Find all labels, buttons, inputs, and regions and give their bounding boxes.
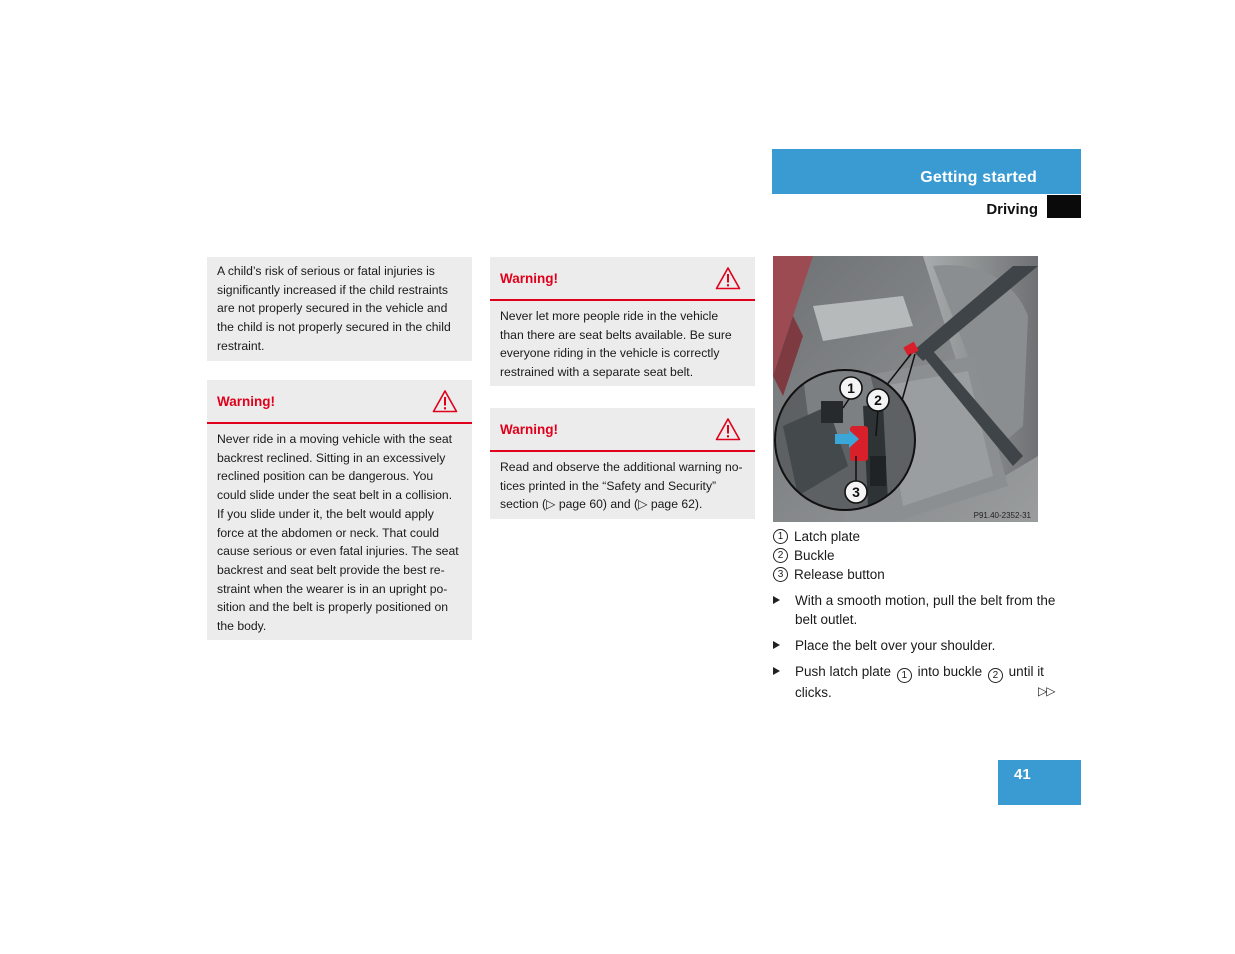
subsection-header <box>772 195 1081 218</box>
seat-belt-illustration <box>773 256 1038 522</box>
warning-box-reclined <box>207 380 472 640</box>
step-text: With a smooth motion, pull the belt from the belt outlet. <box>795 593 1056 627</box>
warning-header <box>207 380 472 424</box>
warning-header <box>490 408 755 452</box>
legend-number: 1 <box>773 529 788 544</box>
continued-arrows: ▷▷ <box>1038 684 1055 698</box>
warning-triangle-icon <box>432 389 458 413</box>
figure-code: P91.40-2352-31 <box>973 511 1031 520</box>
bullet-triangle-icon <box>773 641 780 649</box>
section-title: Getting started <box>920 169 1037 186</box>
figure-legend <box>773 527 1063 584</box>
subsection-title: Driving <box>986 201 1038 218</box>
warning-title: Warning! <box>500 422 558 437</box>
inline-number: 2 <box>988 668 1003 683</box>
step-text: Place the belt over your shoulder. <box>795 638 996 653</box>
warning-triangle-icon <box>715 417 741 441</box>
warning-box-additional <box>490 408 755 519</box>
callout-1-label: 1 <box>847 380 855 396</box>
step-push-latch <box>773 662 1057 702</box>
instruction-steps <box>773 591 1063 709</box>
step-place-belt <box>773 636 1063 655</box>
inline-number: 1 <box>897 668 912 683</box>
warning-header <box>490 257 755 301</box>
warning-box-seats <box>490 257 755 386</box>
warning-triangle-icon <box>715 266 741 290</box>
callout-2-label: 2 <box>874 392 882 408</box>
legend-item <box>773 565 1063 584</box>
legend-number: 2 <box>773 548 788 563</box>
section-header <box>772 149 1081 194</box>
step-text-part: Push latch plate <box>795 664 892 679</box>
bullet-triangle-icon <box>773 596 780 604</box>
legend-item <box>773 527 1063 546</box>
child-risk-note <box>207 257 472 361</box>
legend-label: Buckle <box>794 548 835 563</box>
legend-label: Release button <box>794 567 885 582</box>
bullet-triangle-icon <box>773 667 780 675</box>
child-risk-text: A child’s risk of serious or fatal injuries is significantly increased if the child restraints are not properly secured in the vehicle and the child is not properly secured in the child restraint. <box>217 264 451 353</box>
page-number: 41 <box>1014 766 1031 783</box>
legend-item <box>773 546 1063 565</box>
step-text-part: until it clicks. <box>795 664 1044 700</box>
legend-number: 3 <box>773 567 788 582</box>
warning-title: Warning! <box>500 271 558 286</box>
page-number-box <box>998 760 1081 805</box>
warning-text: Never ride in a moving vehicle with the seat backrest reclined. Sitting in an excessively reclined position can be dangerous. You could slide under the seat belt in a collision. If you slide under it, the belt would apply force at the abdomen or neck. That could cause serious or even fatal injuries. The seat backrest and seat belt provide the best restraint when the wearer is in an upright position and the belt is properly positioned on the body. <box>217 432 459 634</box>
warning-title: Warning! <box>217 394 275 409</box>
step-pull-belt <box>773 591 1063 629</box>
step-text-part: into buckle <box>917 664 983 679</box>
subsection-marker <box>1047 195 1081 218</box>
legend-label: Latch plate <box>794 529 861 544</box>
warning-text: Never let more people ride in the vehicle than there are seat belts available. Be sure everyone riding in the vehicle is correctly restrained with a separate seat belt. <box>500 309 732 380</box>
callout-3-label: 3 <box>852 484 860 500</box>
warning-text: Read and observe the additional warning notices printed in the “Safety and Security” section (▷ page 60) and (▷ page 62). <box>500 460 743 512</box>
